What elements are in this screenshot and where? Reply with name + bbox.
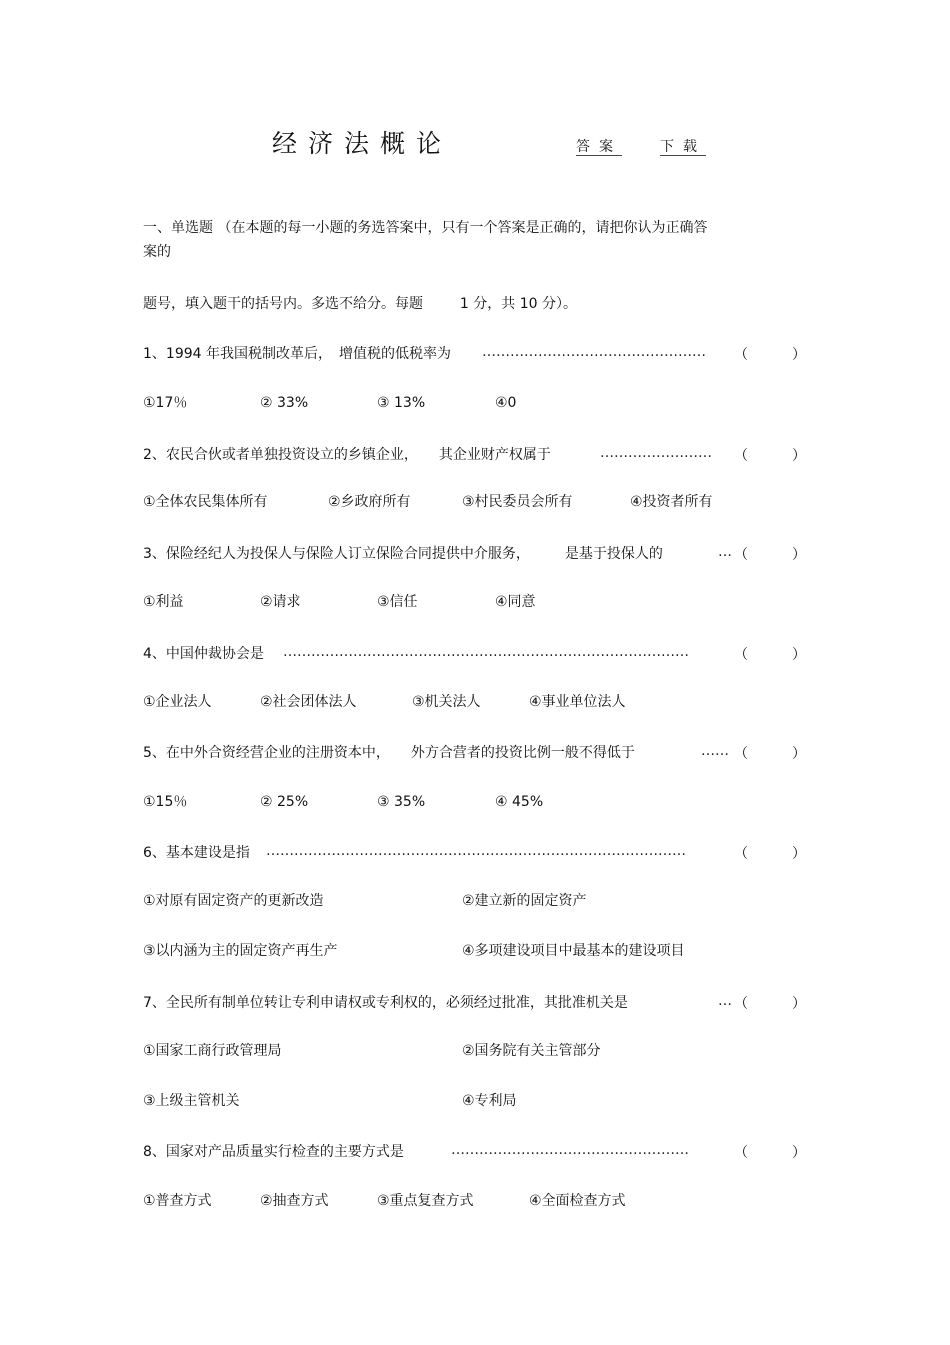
answer-paren-left: （ bbox=[734, 347, 748, 363]
answer-paren-left: （ bbox=[734, 547, 748, 563]
answer-paren-right: ） bbox=[792, 996, 806, 1012]
answer-paren-right: ） bbox=[792, 746, 806, 762]
option-6-1: ①对原有固定资产的更新改造 bbox=[143, 893, 324, 909]
question-3-text: 3、保险经纪人为投保人与保险人订立保险合同提供中介服务， 是基于投保人的 bbox=[143, 546, 663, 562]
question-6-text: 6、基本建设是指 bbox=[143, 845, 250, 861]
option-1-4: ④0 bbox=[495, 395, 517, 411]
option-1-3: ③ 13% bbox=[377, 395, 426, 411]
question-7-leader: … bbox=[718, 993, 732, 1009]
answer-paren-left: （ bbox=[734, 1145, 748, 1161]
question-4-text: 4、中国仲裁协会是 bbox=[143, 646, 264, 662]
option-7-3: ③上级主管机关 bbox=[143, 1093, 240, 1109]
question-8-leader: …………………………………………… bbox=[451, 1142, 689, 1158]
option-3-2: ②请求 bbox=[260, 594, 301, 610]
answer-link[interactable]: 答案 bbox=[576, 139, 622, 155]
answer-paren-left: （ bbox=[734, 647, 748, 663]
option-4-4: ④事业单位法人 bbox=[529, 694, 626, 710]
option-7-1: ①国家工商行政管理局 bbox=[143, 1043, 282, 1059]
download-link[interactable]: 下载 bbox=[660, 139, 706, 155]
option-5-3: ③ 35% bbox=[377, 794, 426, 810]
option-1-1: ①17％ bbox=[143, 395, 188, 411]
question-5-text: 5、在中外合资经营企业的注册资本中， 外方合营者的投资比例一般不得低于 bbox=[143, 745, 635, 761]
option-6-3: ③以内涵为主的固定资产再生产 bbox=[143, 943, 338, 959]
option-3-1: ①利益 bbox=[143, 594, 184, 610]
question-3-leader: … bbox=[718, 544, 732, 560]
answer-paren-left: （ bbox=[734, 448, 748, 464]
option-2-1: ①全体农民集体所有 bbox=[143, 494, 268, 510]
answer-paren-left: （ bbox=[734, 846, 748, 862]
option-1-2: ② 33% bbox=[260, 395, 309, 411]
answer-paren-right: ） bbox=[792, 647, 806, 663]
answer-paren-left: （ bbox=[734, 746, 748, 762]
option-4-3: ③机关法人 bbox=[412, 694, 481, 710]
section-heading-line3: 题号，填入题干的括号内。多选不给分。每题 1 分，共 10 分）。 bbox=[143, 296, 577, 312]
option-8-3: ③重点复查方式 bbox=[377, 1193, 474, 1209]
option-6-4: ④多项建设项目中最基本的建设项目 bbox=[462, 943, 685, 959]
answer-paren-right: ） bbox=[792, 1145, 806, 1161]
option-8-2: ②抽查方式 bbox=[260, 1193, 329, 1209]
answer-paren-right: ） bbox=[792, 448, 806, 464]
answer-paren-left: （ bbox=[734, 996, 748, 1012]
question-1-text: 1、1994 年我国税制改革后， 增值税的低税率为 bbox=[143, 346, 451, 362]
option-4-1: ①企业法人 bbox=[143, 694, 212, 710]
question-4-leader: …………………………………………………………………………… bbox=[283, 644, 689, 660]
option-3-3: ③信任 bbox=[377, 594, 418, 610]
option-3-4: ④同意 bbox=[495, 594, 536, 610]
option-7-2: ②国务院有关主管部分 bbox=[462, 1043, 601, 1059]
section-heading-line2: 案的 bbox=[143, 244, 171, 260]
question-2-leader: …………………… bbox=[600, 445, 712, 461]
page-title: 经济法概论 bbox=[272, 129, 453, 158]
answer-paren-right: ） bbox=[792, 547, 806, 563]
option-8-4: ④全面检查方式 bbox=[529, 1193, 626, 1209]
option-4-2: ②社会团体法人 bbox=[260, 694, 357, 710]
option-5-2: ② 25% bbox=[260, 794, 309, 810]
option-8-1: ①普查方式 bbox=[143, 1193, 212, 1209]
answer-paren-right: ） bbox=[792, 347, 806, 363]
question-8-text: 8、国家对产品质量实行检查的主要方式是 bbox=[143, 1144, 404, 1160]
question-6-leader: ……………………………………………………………………………… bbox=[266, 843, 686, 859]
option-5-4: ④ 45% bbox=[495, 794, 544, 810]
option-2-4: ④投资者所有 bbox=[630, 494, 713, 510]
option-7-4: ④专利局 bbox=[462, 1093, 517, 1109]
option-5-1: ①15％ bbox=[143, 794, 188, 810]
answer-paren-right: ） bbox=[792, 846, 806, 862]
option-2-3: ③村民委员会所有 bbox=[462, 494, 573, 510]
question-2-text: 2、农民合伙或者单独投资设立的乡镇企业， 其企业财产权属于 bbox=[143, 447, 551, 463]
question-7-text: 7、全民所有制单位转让专利申请权或专利权的，必须经过批准，其批准机关是 bbox=[143, 995, 628, 1011]
section-heading-line1: 一、单选题 （在本题的每一小题的务选答案中，只有一个答案是正确的，请把你认为正确答 bbox=[143, 220, 708, 236]
question-5-leader: …… bbox=[701, 743, 729, 759]
option-2-2: ②乡政府所有 bbox=[328, 494, 411, 510]
question-1-leader: ………………………………………… bbox=[482, 344, 706, 360]
option-6-2: ②建立新的固定资产 bbox=[462, 893, 587, 909]
